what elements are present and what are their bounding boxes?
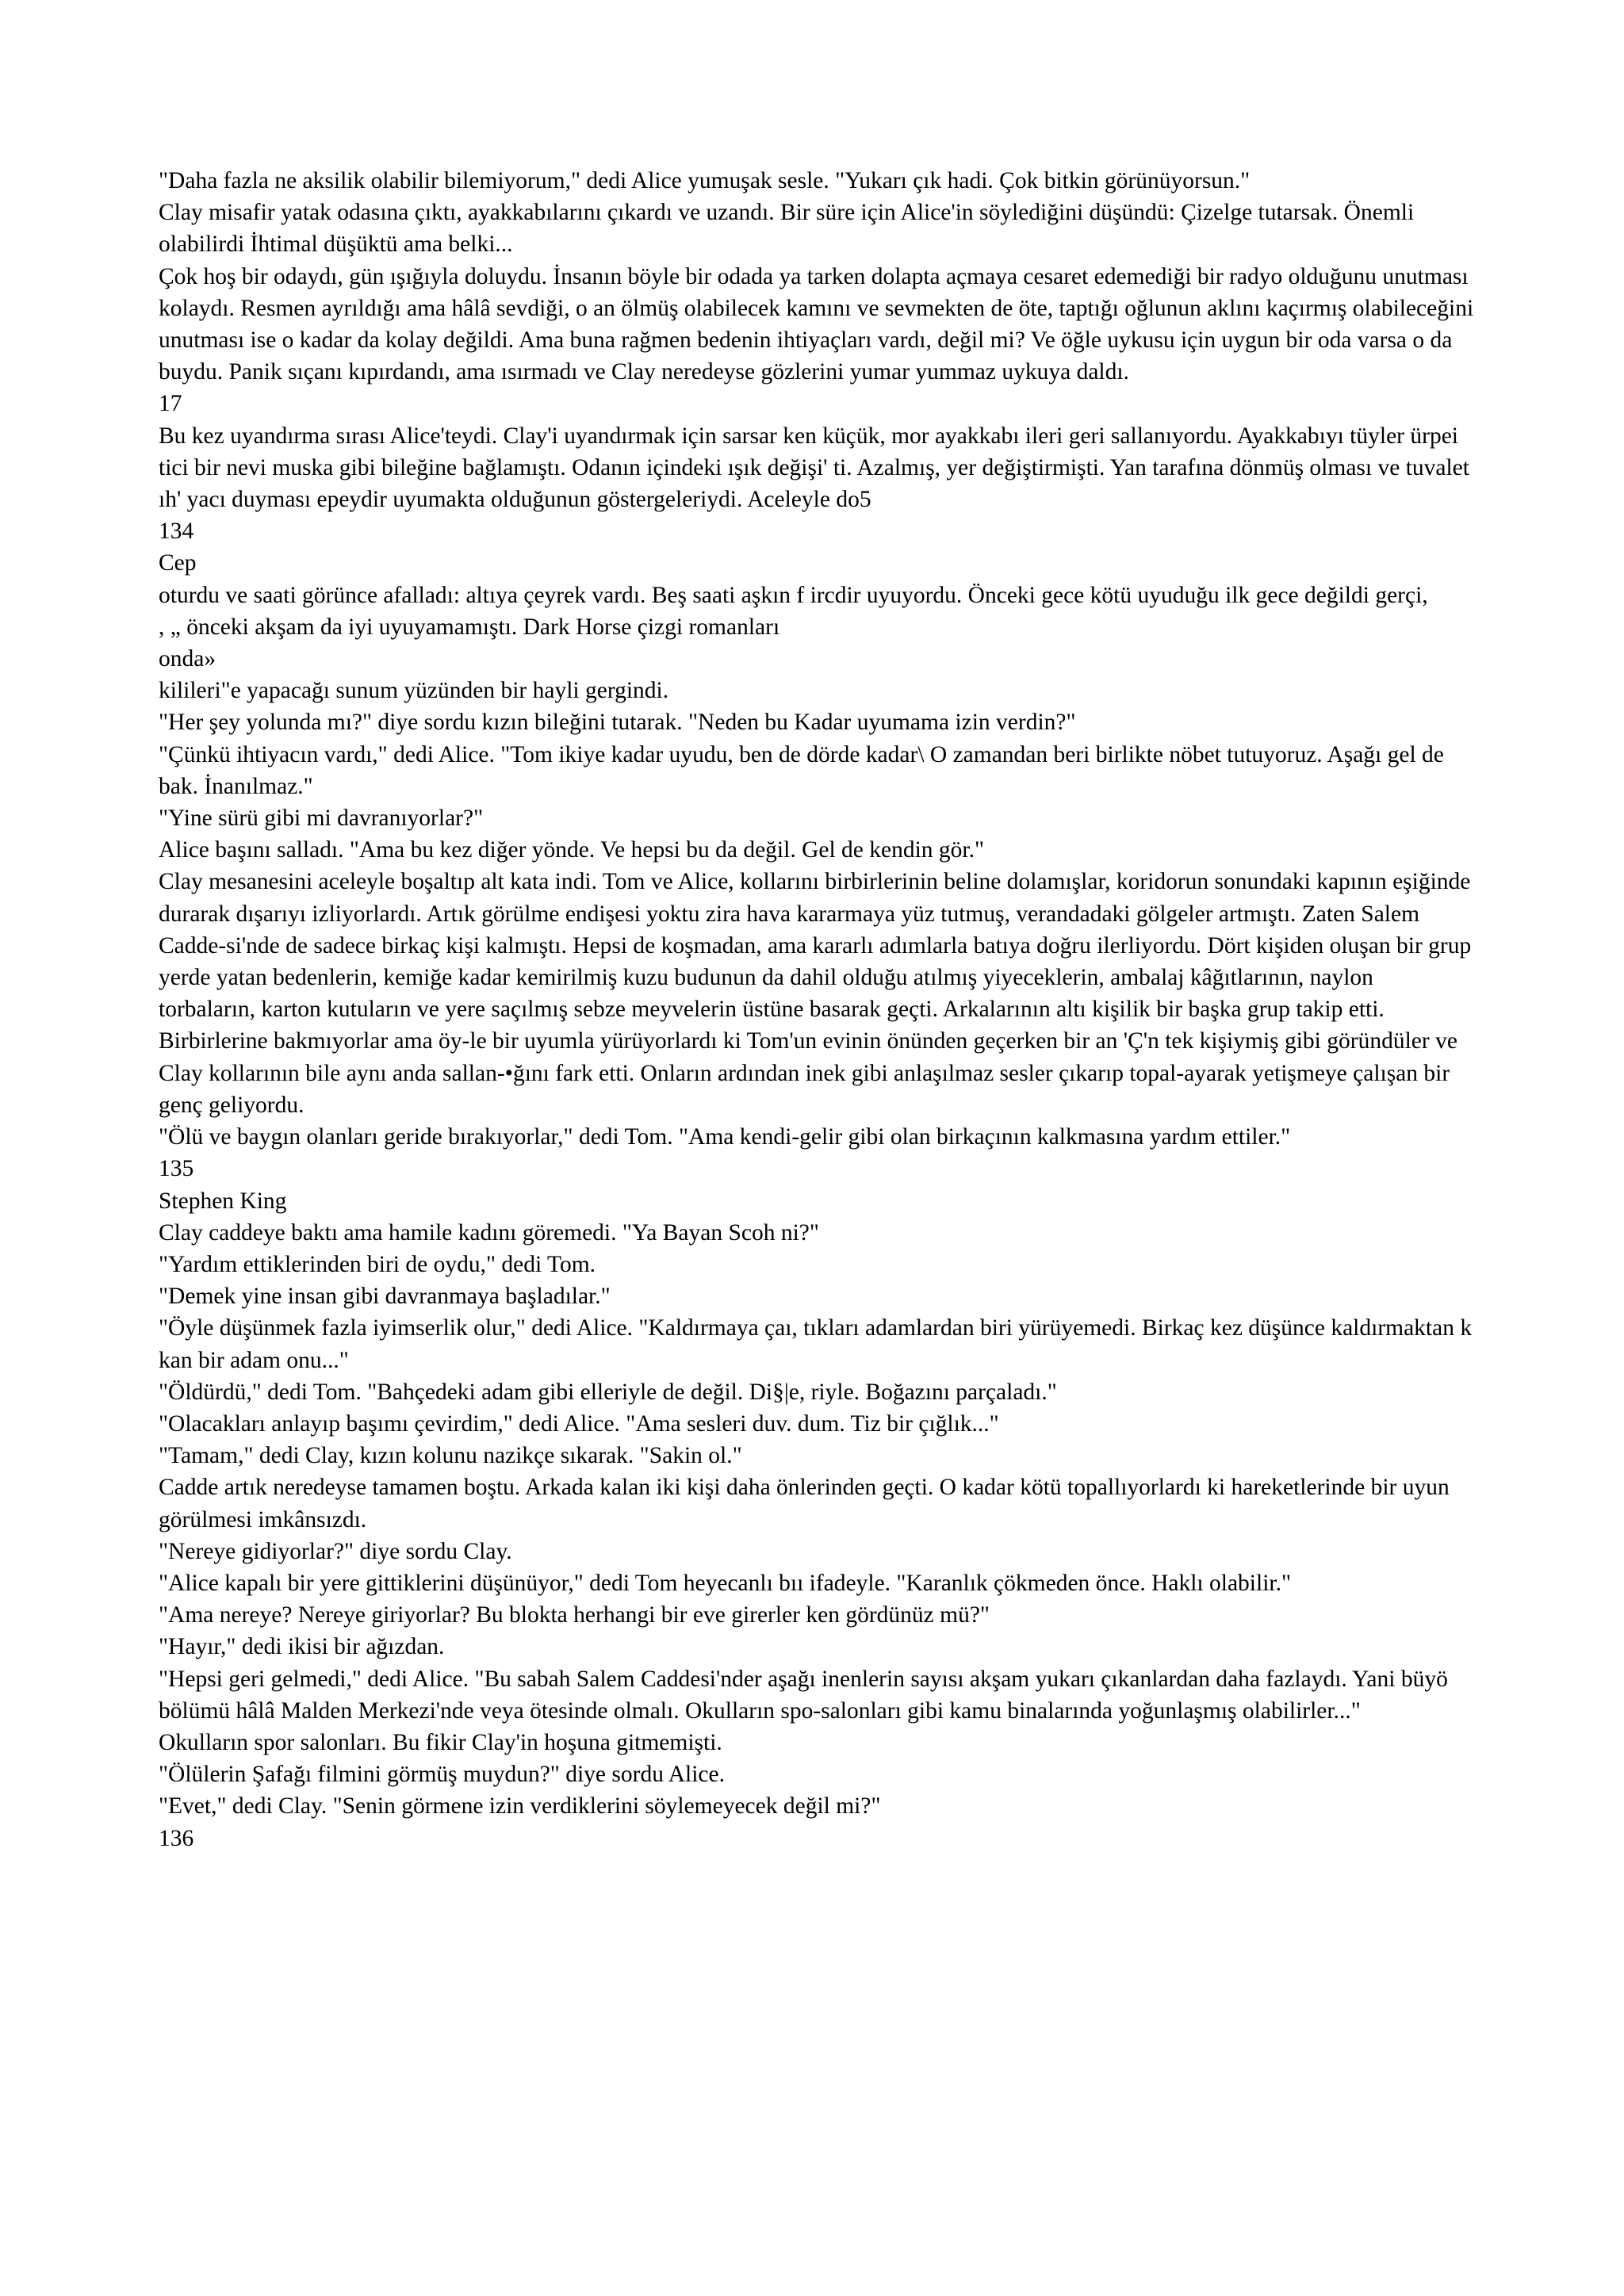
text-line: "Öldürdü," dedi Tom. "Bahçedeki adam gibi elleriyle de değil. Di§|e, riyle. Boğazını parçaladı." <box>159 1379 1057 1405</box>
document-page <box>159 165 1475 1854</box>
text-line: "Çünkü ihtiyacın vardı," dedi Alice. "Tom ikiye kadar uyudu, ben de dörde kadar\ O zamandan beri birlikte nöbet tutuyoruz. Aşağı gel de bak. İnanılmaz." <box>159 741 1444 799</box>
text-line: Clay mesanesini aceleyle boşaltıp alt kata indi. Tom ve Alice, kollarını birbirlerinin beline dolamışlar, koridorun sonundaki kapının eşiğinde durarak dışarıyı izliyorlardı. Artık görülme endişesi yoktu zira hava kararmaya yüz tutmuş, verandadaki gölgeler artmıştı. Zaten Salem Cadde-si'nde de sadece birkaç kişi kalmıştı. Hepsi de koşmadan, ama kararlı adımlarla batıya doğru ilerliyordu. Dört kişiden oluşan bir grup yerde yatan bedenlerin, kemiğe kadar kemirilmiş kuzu budunun da dahil olduğu atılmış yiyeceklerin, ambalaj kâğıtlarının, naylon torbaların, karton kutuların ve yere saçılmış sebze meyvelerin üstüne basarak geçti. Arkalarının altı kişilik bir başka grup takip etti. Birbirlerine bakmıyorlar ama öy-le bir uyumla yürüyorlardı ki Tom'un evinin önünden geçerken bir an 'Ç'n tek kişiymiş gibi göründüler ve Clay kollarının bile aynı anda sallan-•ğını fark etti. Onların ardından inek gibi anlaşılmaz sesler çıkarıp topal-ayarak yetişmeye çalışan bir genç geliyordu. <box>159 869 1472 1118</box>
text-line: Çok hoş bir odaydı, gün ışığıyla doluydu. İnsanın böyle bir odada ya tarken dolapta açmaya cesaret edemediği bir radyo olduğunu unutması kolaydı. Resmen ayrıldığı ama hâlâ sevdiği, o an ölmüş olabilecek kamını ve sevmekten de öte, taptığı oğlunun aklını kaçırmış olabileceğini unutması ise o kadar da kolay değildi. Ama buna rağmen bedenin ihtiyaçları vardı, değil mi? Ve öğle uykusu için uygun bir oda varsa o da buydu. Panik sıçanı kıpırdandı, ama ısırmadı ve Clay neredeyse gözlerini yumar yummaz uykuya daldı. <box>159 263 1474 385</box>
text-line: "Yine sürü gibi mi davranıyorlar?" <box>159 806 484 832</box>
text-line: Bu kez uyandırma sırası Alice'teydi. Clay'i uyandırmak için sarsar ken küçük, mor ayakkabı ileri geri sallanıyordu. Ayakkabıyı tüyler ürpei tici bir nevi muska gibi bileğine bağlamıştı. Odanın içindeki ışık değişi' ti. Azalmış, yer değiştirmişti. Yan tarafına dönmüş olması ve tuvalet ıh' yacı duyması epeydir uyumakta olduğunun göstergeleriydi. Aceleyle do5 <box>159 423 1469 513</box>
running-header: Cep <box>159 550 197 576</box>
running-header: Stephen King <box>159 1188 287 1214</box>
text-line: Okulların spor salonları. Bu fikir Clay'in hoşuna gitmemişti. <box>159 1729 722 1755</box>
text-line: Clay caddeye baktı ama hamile kadını göremedi. "Ya Bayan Scoh ni?" <box>159 1219 819 1246</box>
text-line: Alice başını salladı. "Ama bu kez diğer yönde. Ve hepsi bu da değil. Gel de kendin gör." <box>159 837 985 863</box>
text-line: onda» <box>159 646 216 672</box>
text-line: "Hepsi geri gelmedi," dedi Alice. "Bu sabah Salem Caddesi'nder aşağı inenlerin sayısı akşam yukarı çıkanlardan daha fazlaydı. Yani büyö bölümü hâlâ Malden Merkezi'nde veya ötesinde olmalı. Okulların spo-salonları gibi kamu binalarında yoğunlaşmış olabilirler..." <box>159 1666 1448 1724</box>
text-line: "Öyle düşünmek fazla iyimserlik olur," dedi Alice. "Kaldırmaya çaı, tıkları adamlardan biri yürüyemedi. Birkaç kez düşünce kaldırmaktan k kan bir adam onu..." <box>159 1315 1473 1373</box>
text-line: "Evet," dedi Clay. "Senin görmene izin verdiklerini söylemeyecek değil mi?" <box>159 1793 881 1820</box>
text-line: oturdu ve saati görünce afalladı: altıya çeyrek vardı. Beş saati aşkın f ircdir uyuyordu. Önceki gece kötü uyuduğu ilk gece değildi gerçi, <box>159 582 1428 608</box>
page-number: 134 <box>159 519 194 545</box>
text-line: Clay misafir yatak odasına çıktı, ayakkabılarını çıkardı ve uzandı. Bir süre için Alice'in söylediğini düşündü: Çizelge tutarsak. Önemli olabilirdi İhtimal düşüktü ama belki... <box>159 200 1415 258</box>
text-line: , „ önceki akşam da iyi uyuyamamıştı. Dark Horse çizgi romanları <box>159 614 780 640</box>
page-number: 136 <box>159 1825 194 1851</box>
page-number: 135 <box>159 1156 194 1182</box>
text-line: "Ama nereye? Nereye giriyorlar? Bu blokta herhangi bir eve girerler ken gördünüz mü?" <box>159 1602 990 1628</box>
text-line: "Ölü ve baygın olanları geride bırakıyorlar," dedi Tom. "Ama kendi-gelir gibi olan birkaçının kalkmasına yardım ettiler." <box>159 1124 1291 1150</box>
text-line: "Yardım ettiklerinden biri de oydu," dedi Tom. <box>159 1251 596 1277</box>
text-line: "Hayır," dedi ikisi bir ağızdan. <box>159 1634 445 1660</box>
text-line: "Demek yine insan gibi davranmaya başladılar." <box>159 1284 611 1310</box>
text-line: kilileri"e yapacağı sunum yüzünden bir hayli gergindi. <box>159 678 669 704</box>
text-line: "Olacakları anlayıp başımı çevirdim," dedi Alice. "Ama sesleri duv. dum. Tiz bir çığlık..." <box>159 1410 999 1437</box>
text-line: "Daha fazla ne aksilik olabilir bilemiyorum," dedi Alice yumuşak sesle. "Yukarı çık hadi. Çok bitkin görünüyorsun." <box>159 168 1251 193</box>
chapter-number: 17 <box>159 391 182 417</box>
text-line: "Tamam," dedi Clay, kızın kolunu nazikçe sıkarak. "Sakin ol." <box>159 1443 742 1469</box>
text-line: "Alice kapalı bir yere gittiklerini düşünüyor," dedi Tom heyecanlı bıı ifadeyle. "Karanlık çökmeden önce. Haklı olabilir." <box>159 1570 1291 1596</box>
text-line: "Her şey yolunda mı?" diye sordu kızın bileğini tutarak. "Neden bu Kadar uyumama izin verdin?" <box>159 710 1076 736</box>
text-line: "Ölülerin Şafağı filmini görmüş muydun?" diye sordu Alice. <box>159 1762 725 1788</box>
text-line: "Nereye gidiyorlar?" diye sordu Clay. <box>159 1538 512 1564</box>
text-line: Cadde artık neredeyse tamamen boştu. Arkada kalan iki kişi daha önlerinden geçti. O kadar kötü topallıyorlardı ki hareketlerinde bir uyun görülmesi imkânsızdı. <box>159 1475 1450 1533</box>
